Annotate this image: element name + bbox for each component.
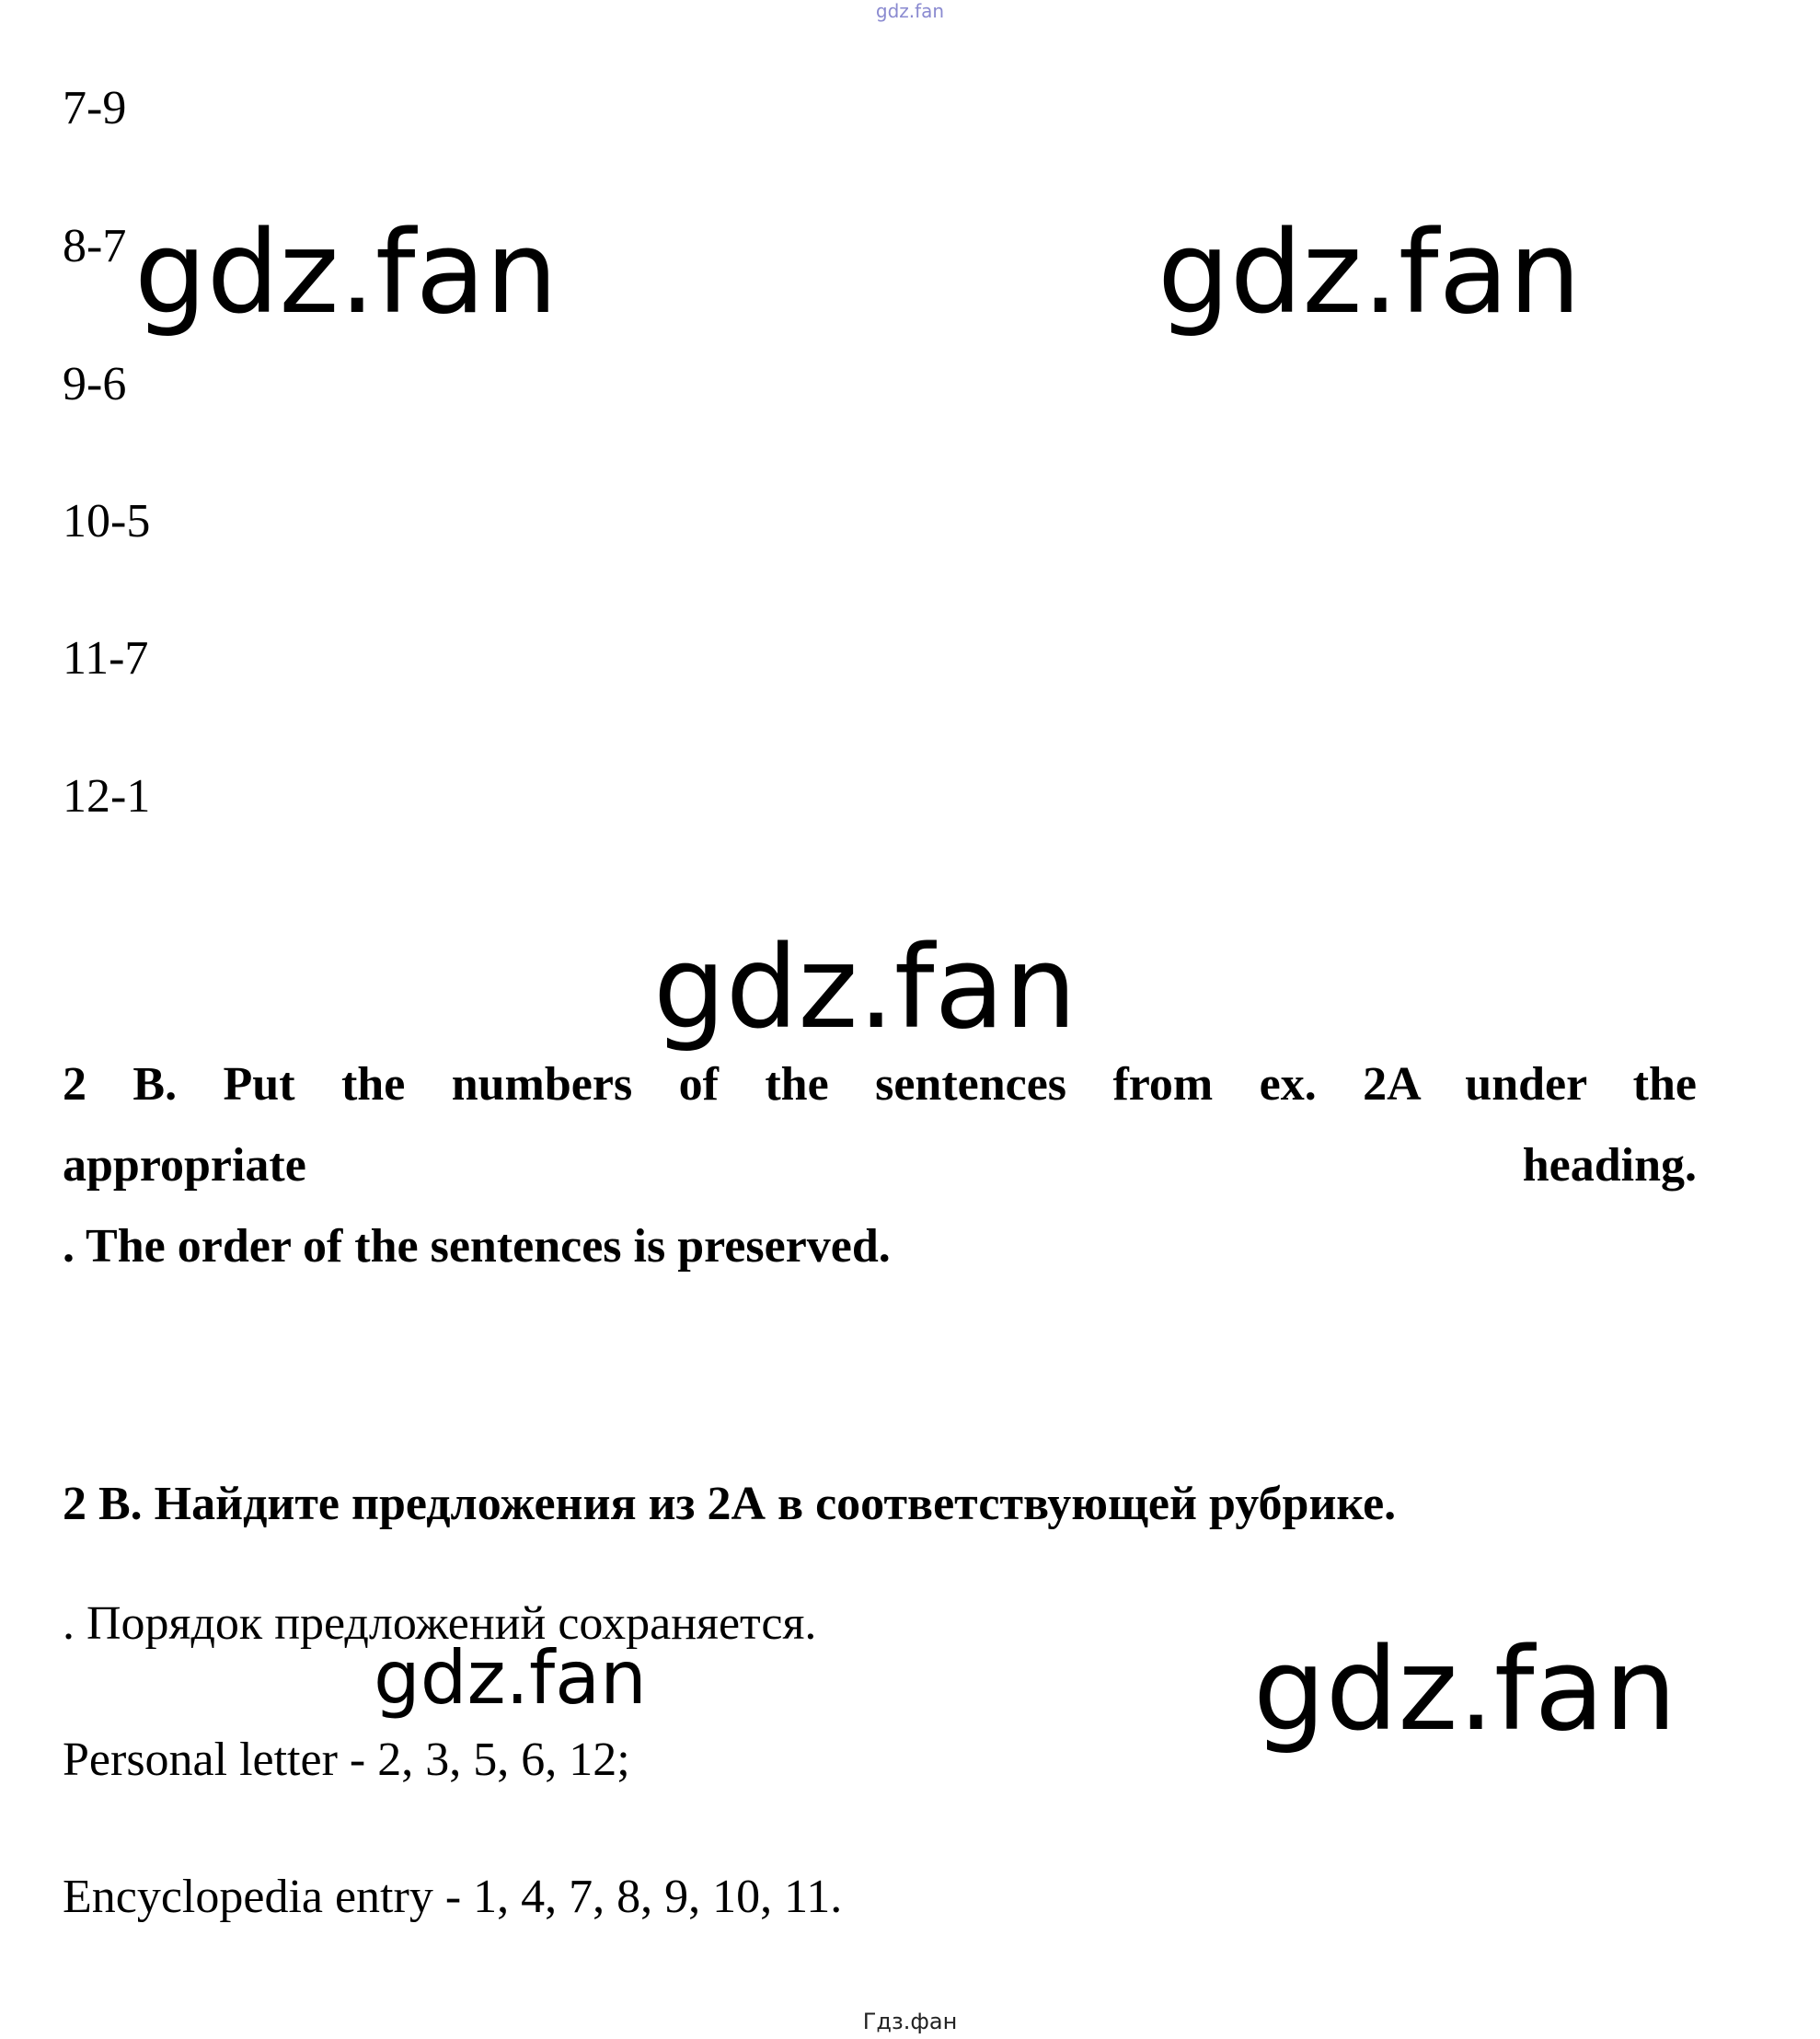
watermark: gdz.fan bbox=[374, 1635, 647, 1721]
watermark: gdz.fan bbox=[653, 922, 1077, 1054]
answer-item: 7-9 bbox=[63, 82, 127, 134]
task-heading-english bbox=[63, 1044, 1697, 1287]
answer-item: 11-7 bbox=[63, 632, 149, 685]
task-heading-line: appropriate heading. bbox=[63, 1139, 1697, 1192]
result-personal-letter: Personal letter - 2, 3, 5, 6, 12; bbox=[63, 1734, 630, 1786]
task-heading-line: 2 B. Put the numbers of the sentences from ex. 2A under the bbox=[63, 1058, 1697, 1111]
answer-item: 8-7 bbox=[63, 220, 127, 272]
task-note-russian: . Порядок предложений сохраняется. bbox=[63, 1597, 817, 1650]
task-heading-russian: 2 В. Найдите предложения из 2А в соответствующей рубрике. bbox=[63, 1478, 1397, 1530]
footer-site-mark: Гдз.фан bbox=[862, 2009, 958, 2034]
answer-item: 9-6 bbox=[63, 358, 127, 410]
result-encyclopedia-entry: Encyclopedia entry - 1, 4, 7, 8, 9, 10, 11. bbox=[63, 1871, 843, 1923]
watermark: gdz.fan bbox=[1253, 1624, 1677, 1757]
top-site-mark: gdz.fan bbox=[875, 0, 945, 22]
task-heading-line: . The order of the sentences is preserved. bbox=[63, 1220, 891, 1273]
answer-item: 12-1 bbox=[63, 770, 151, 823]
watermark: gdz.fan bbox=[1158, 207, 1582, 340]
answer-item: 10-5 bbox=[63, 495, 151, 547]
watermark: gdz.fan bbox=[134, 207, 559, 340]
